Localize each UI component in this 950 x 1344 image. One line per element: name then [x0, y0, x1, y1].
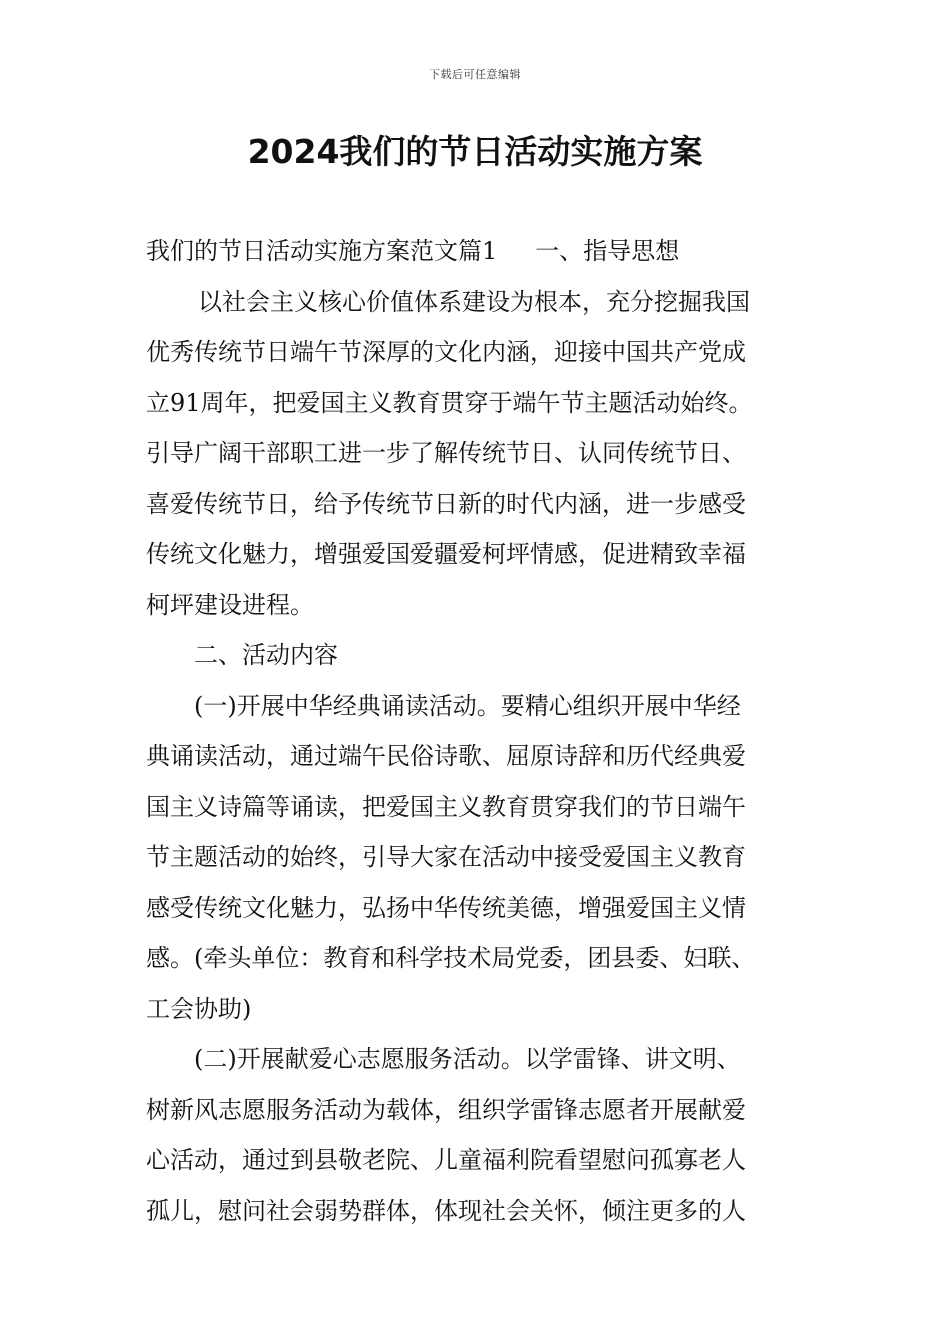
section-heading: 一、指导思想: [535, 237, 680, 265]
body-line: 传统文化魅力，增强爱国爱疆爱柯坪情感，促进精致幸福: [146, 540, 746, 568]
body-line: [146, 226, 808, 277]
body-line: (二)开展献爱心志愿服务活动。以学雷锋、讲文明、: [194, 1045, 741, 1073]
body-line: 工会协助): [146, 994, 252, 1023]
body-line: 感。(牵头单位：教育和科学技术局党委，团县委、妇联、: [146, 944, 756, 972]
body-line: 以社会主义核心价值体系建设为根本，充分挖掘我国: [198, 287, 750, 316]
body-line: 国主义诗篇等诵读，把爱国主义教育贯穿我们的节日端午: [146, 792, 746, 821]
document-body: [146, 226, 808, 1236]
body-line: 感受传统文化魅力，弘扬中华传统美德，增强爱国主义情: [146, 893, 746, 922]
body-line: 柯坪建设进程。: [146, 590, 314, 619]
body-line: 立91周年，把爱国主义教育贯穿于端午节主题活动始终。: [146, 388, 753, 417]
body-line: 典诵读活动，通过端午民俗诗歌、屈原诗辞和历代经典爱: [146, 742, 746, 770]
body-line: 优秀传统节日端午节深厚的文化内涵，迎接中国共产党成: [146, 338, 746, 366]
body-line: 节主题活动的始终，引导大家在活动中接受爱国主义教育: [146, 843, 746, 871]
body-line: 心活动，通过到县敬老院、儿童福利院看望慰问孤寡老人: [146, 1146, 746, 1174]
article-heading: 我们的节日活动实施方案范文篇1: [146, 237, 498, 265]
section-heading: 二、活动内容: [194, 641, 338, 669]
body-line: 喜爱传统节日，给予传统节日新的时代内涵，进一步感受: [146, 489, 746, 518]
body-line: 孤儿，慰问社会弱势群体，体现社会关怀，倾注更多的人: [146, 1196, 746, 1225]
document-title: 2024我们的节日活动实施方案: [247, 132, 703, 171]
body-line: (一)开展中华经典诵读活动。要精心组织开展中华经: [194, 691, 741, 720]
body-line: 引导广阔干部职工进一步了解传统节日、认同传统节日、: [146, 439, 746, 467]
header-note: 下载后可任意编辑: [429, 68, 521, 81]
body-line: 树新风志愿服务活动为载体，组织学雷锋志愿者开展献爱: [146, 1095, 746, 1124]
